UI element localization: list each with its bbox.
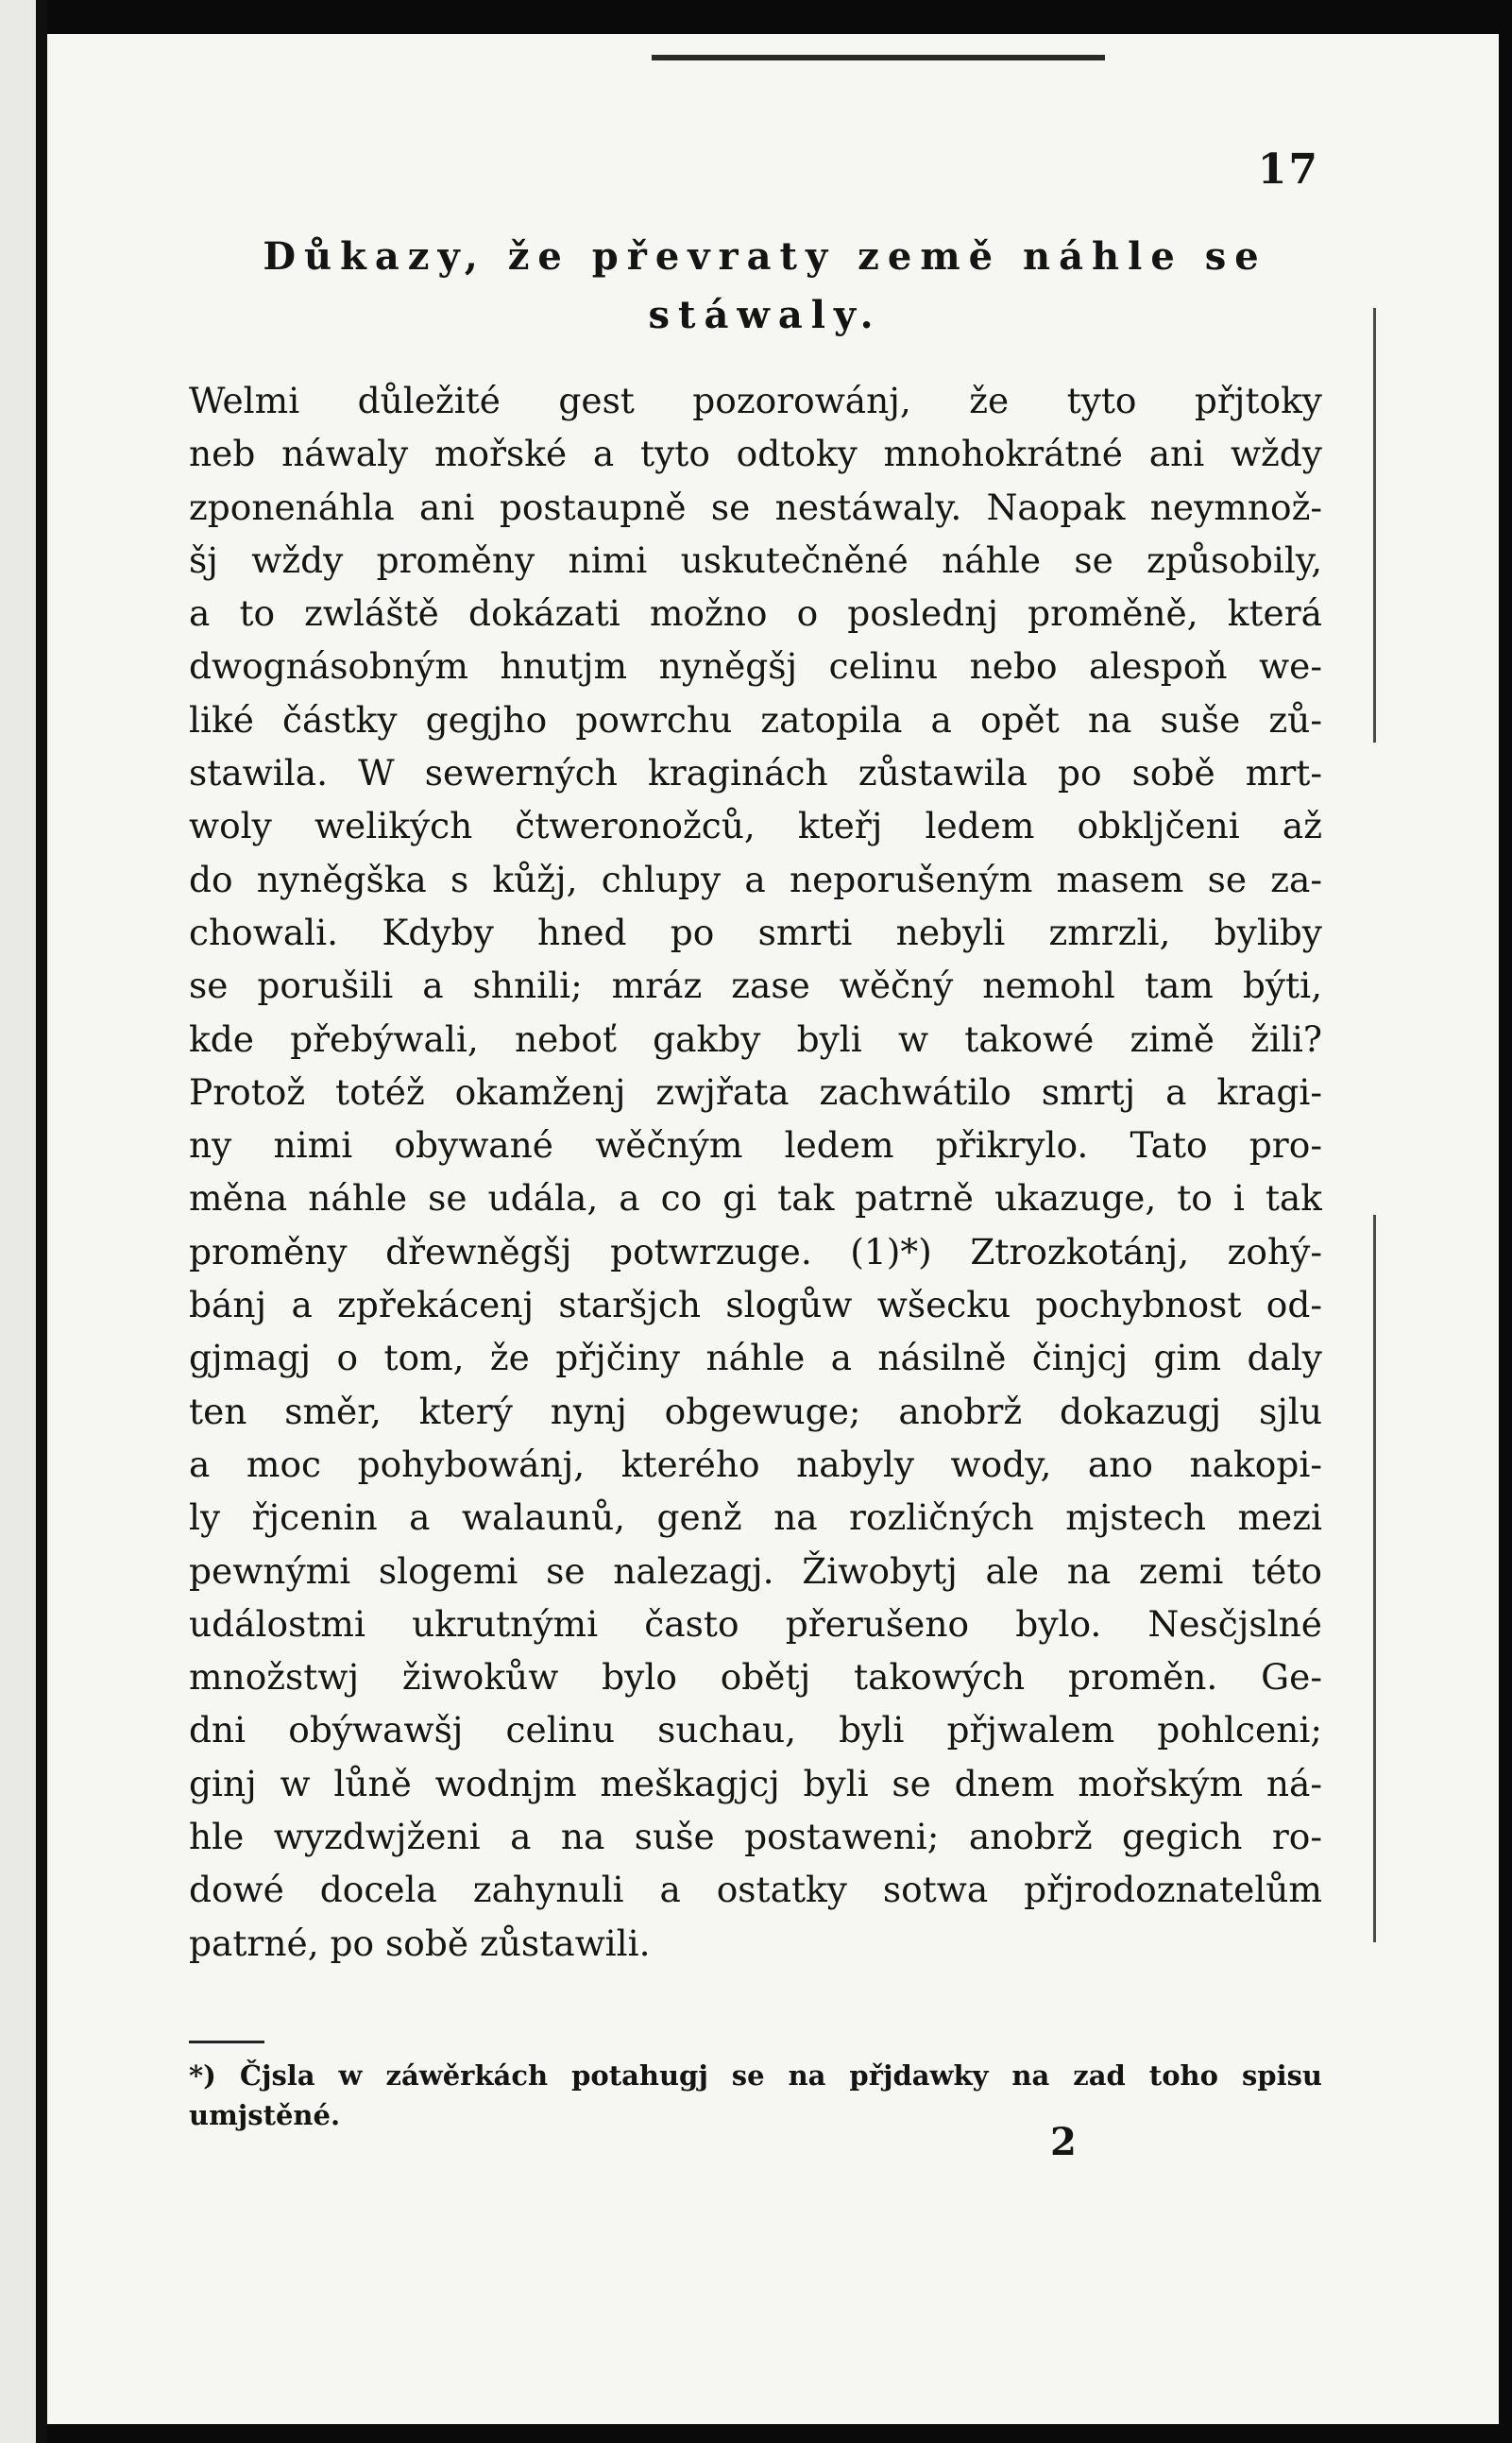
chapter-heading [189, 228, 1341, 345]
text-line: kde přebýwali, neboť gakby byli w takowé zimě žili? [189, 1017, 1322, 1060]
heading-line-2: stáwaly. [648, 293, 882, 337]
signature-mark: 2 [1050, 2120, 1077, 2164]
text-line: hle wyzdwjženi a na suše postaweni; anobrž gegich ro- [189, 1816, 1322, 1858]
text-line: Protož totéž okamženj zwjřata zachwátilo smrtj a kragi- [189, 1070, 1322, 1113]
text-line: liké částky gegjho powrchu zatopila a opět na suše zů- [189, 698, 1322, 741]
text-line: bánj a zpřekácenj staršjch slogůw wšecku pochybnost od- [189, 1284, 1322, 1326]
text-line: událostmi ukrutnými často přerušeno bylo. Nesčjslné [189, 1602, 1322, 1645]
text-line: do nyněgška s kůžj, chlupy a neporušeným masem se za- [189, 858, 1322, 900]
text-line: chowali. Kdyby hned po smrti nebyli zmrzli, byliby [189, 911, 1322, 953]
footnote-separator [189, 2041, 264, 2043]
text-line: ly řjcenin a walaunů, genž na rozličných mjstech mezi [189, 1496, 1322, 1539]
text-line: se porušili a shnili; mráz zase wěčný nemohl tam býti, [189, 965, 1322, 1007]
adjacent-page-edge [0, 0, 36, 2443]
page-number: 17 [1257, 145, 1319, 194]
text-line: množstwj žiwokůw bylo obětj takowých proměn. Ge- [189, 1656, 1322, 1699]
text-line: zponenáhla ani postaupně se nestáwaly. Naopak neymnož- [189, 486, 1322, 528]
text-line: šj wždy proměny nimi uskutečněné náhle se způsobily, [189, 538, 1322, 581]
top-rule [652, 55, 1105, 60]
text-line: a to zwláště dokázati možno o poslednj proměně, která [189, 592, 1322, 635]
book-page [47, 34, 1499, 2424]
text-line: dowé docela zahynuli a ostatky sotwa přjrodoznatelům [189, 1869, 1322, 1911]
text-line: patrné, po sobě zůstawili. [189, 1922, 651, 1964]
text-line: ginj w lůně wodnjm meškagjcj byli se dnem mořským ná- [189, 1762, 1322, 1804]
text-line: a moc pohybowánj, kterého nabyly wody, ano nakopi- [189, 1443, 1322, 1485]
book-gutter [36, 0, 47, 2443]
margin-mark [1373, 1215, 1376, 1942]
heading-line-1: Důkazy, že převraty země náhle se [263, 234, 1267, 279]
text-line: pewnými slogemi se nalezagj. Žiwobytj ale na zemi této [189, 1549, 1322, 1592]
text-line: stawila. W sewerných kraginách zůstawila po sobě mrt- [189, 752, 1322, 794]
text-line: dni obýwawšj celinu suchau, byli přjwalem pohlceni; [189, 1709, 1322, 1751]
text-line: neb náwaly mořské a tyto odtoky mnohokrátné ani wždy [189, 433, 1322, 475]
text-line: Welmi důležité gest pozorowánj, že tyto přjtoky [189, 380, 1322, 421]
text-line: dwognásobným hnutjm nyněgšj celinu nebo alespoň we- [189, 645, 1322, 688]
footnote [189, 2056, 1322, 2135]
text-line: gjmagj o tom, že přjčiny náhle a násilně činjcj gim daly [189, 1337, 1322, 1379]
body-paragraph [189, 374, 1322, 1970]
text-line: proměny dřewněgšj potwrzuge. (1)*) Ztrozkotánj, zohý- [189, 1230, 1322, 1273]
text-line: ten směr, který nynj obgewuge; anobrž dokazugj sjlu [189, 1390, 1322, 1432]
footnote-line: *) Čjsla w záwěrkách potahugj se na přjdawky na zad toho spisu [189, 2059, 1322, 2092]
text-line: ny nimi obywané wěčným ledem přikrylo. Tato pro- [189, 1124, 1322, 1167]
text-line: woly welikých čtweronožců, kteřj ledem obkljčeni až [189, 805, 1322, 847]
margin-mark [1373, 308, 1376, 743]
text-line: měna náhle se udála, a co gi tak patrně ukazuge, to i tak [189, 1177, 1322, 1220]
footnote-line: umjstěné. [189, 2099, 341, 2131]
